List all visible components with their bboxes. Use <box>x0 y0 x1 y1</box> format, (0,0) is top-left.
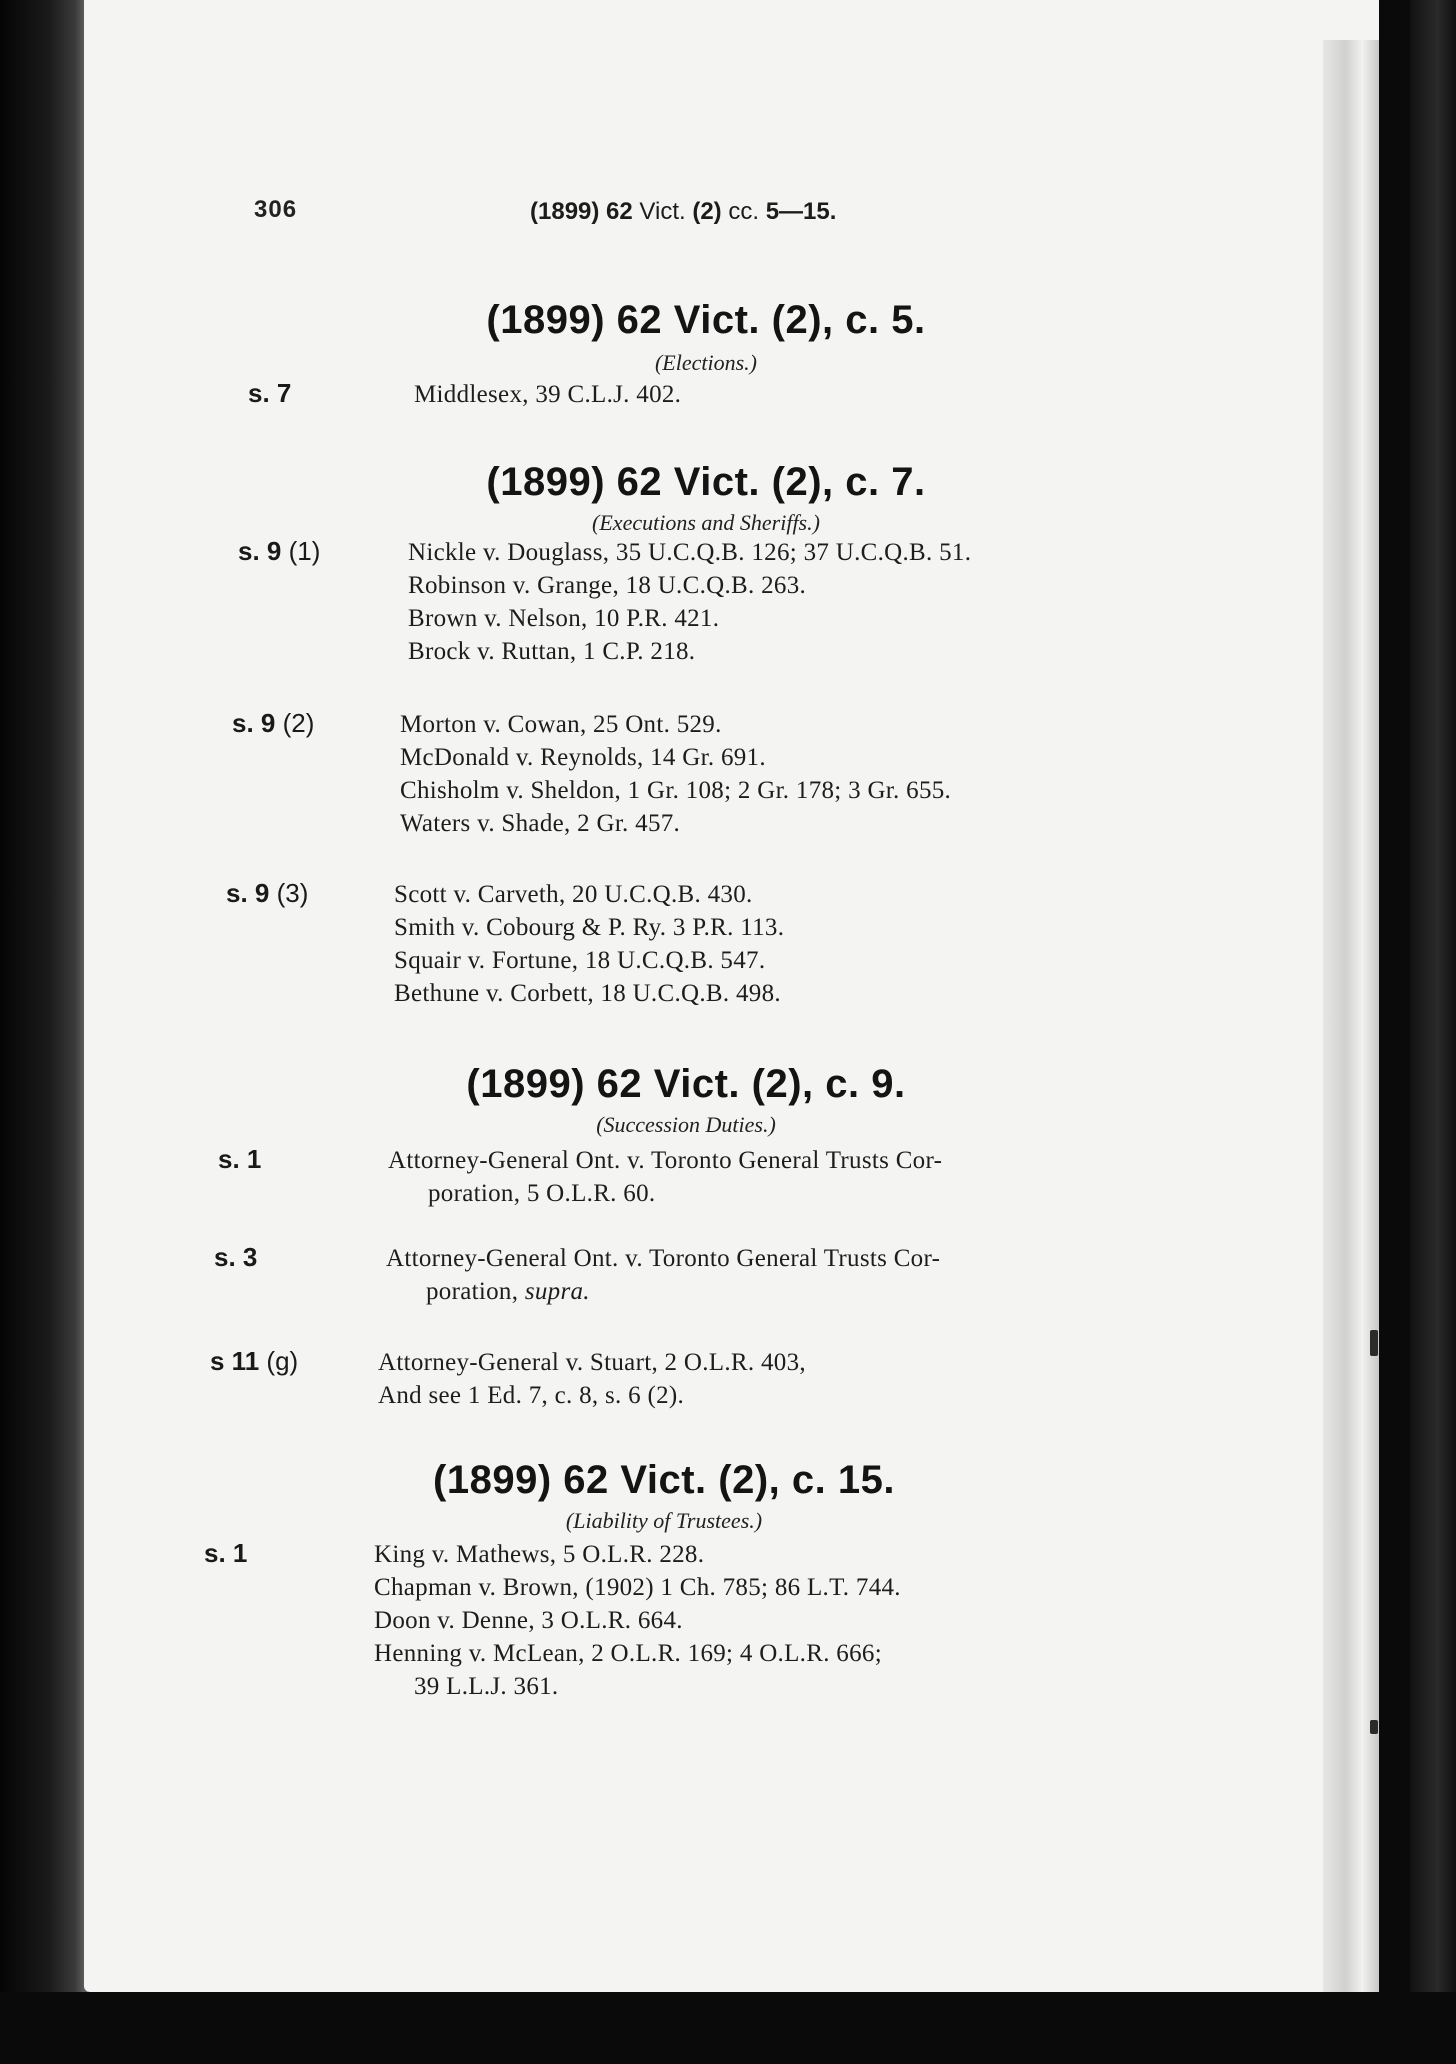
section-label: s 11 (g) <box>210 1346 299 1376</box>
citation: McDonald v. Reynolds, 14 Gr. 691. <box>400 744 766 771</box>
citation: Attorney-General Ont. v. Toronto General Trusts Cor- <box>386 1245 941 1272</box>
running-title-vict: Vict. <box>639 198 686 225</box>
citation: Brown v. Nelson, 10 P.R. 421. <box>408 605 720 632</box>
citation-continuation: poration, supra. <box>426 1278 590 1305</box>
citation: Henning v. McLean, 2 O.L.R. 169; 4 O.L.R. 666; <box>374 1640 882 1667</box>
book-gutter-left <box>0 0 88 2064</box>
citation: Bethune v. Corbett, 18 U.C.Q.B. 498. <box>394 980 781 1007</box>
citation: Smith v. Cobourg & P. Ry. 3 P.R. 113. <box>394 914 785 941</box>
citation: Nickle v. Douglass, 35 U.C.Q.B. 126; 37 U.C.Q.B. 51. <box>408 539 972 566</box>
citation: Squair v. Fortune, 18 U.C.Q.B. 547. <box>394 947 766 974</box>
running-title-year: (1899) <box>530 198 600 225</box>
section-label: s. 9 (3) <box>226 878 309 908</box>
act-heading: (1899) 62 Vict. (2), c. 15. <box>433 1458 895 1502</box>
citation: Robinson v. Grange, 18 U.C.Q.B. 263. <box>408 572 807 599</box>
section-label: s. 9 (2) <box>232 708 315 738</box>
citation: Chisholm v. Sheldon, 1 Gr. 108; 2 Gr. 178; 3 Gr. 655. <box>400 777 952 804</box>
page-mark <box>1370 1720 1378 1734</box>
section-label: s. 1 <box>204 1538 248 1568</box>
act-subject: (Elections.) <box>654 350 758 375</box>
citation-list <box>374 1538 901 1703</box>
citation: Waters v. Shade, 2 Gr. 457. <box>400 810 681 837</box>
citation: Morton v. Cowan, 25 Ont. 529. <box>400 711 722 738</box>
page-edge-shadow <box>1323 40 1379 1992</box>
citation-continuation: 39 L.L.J. 361. <box>414 1673 559 1700</box>
citation: Chapman v. Brown, (1902) 1 Ch. 785; 86 L.T. 744. <box>374 1574 901 1601</box>
scan-bottom-band <box>0 1992 1456 2064</box>
citation: Doon v. Denne, 3 O.L.R. 664. <box>374 1607 683 1634</box>
citation: Scott v. Carveth, 20 U.C.Q.B. 430. <box>394 881 753 908</box>
citation-continuation: poration, 5 O.L.R. 60. <box>428 1180 656 1207</box>
citation-list <box>386 1242 940 1308</box>
running-header <box>254 196 1014 236</box>
act-subject: (Succession Duties.) <box>596 1112 776 1137</box>
citation: Attorney-General v. Stuart, 2 O.L.R. 403, <box>378 1349 806 1376</box>
book-cover-edge <box>1410 0 1456 2064</box>
page-mark <box>1370 1330 1378 1356</box>
citation-list <box>400 708 951 840</box>
page-number: 306 <box>254 196 298 223</box>
citation: Attorney-General Ont. v. Toronto General Trusts Cor- <box>388 1147 943 1174</box>
citation: Brock v. Ruttan, 1 C.P. 218. <box>408 638 696 665</box>
citation: King v. Mathews, 5 O.L.R. 228. <box>374 1541 705 1568</box>
section-label: s. 3 <box>214 1242 258 1272</box>
running-title-num: (2) <box>692 198 722 225</box>
section-label: s. 9 (1) <box>238 536 321 566</box>
citation: And see 1 Ed. 7, c. 8, s. 6 (2). <box>378 1382 685 1409</box>
citation-list <box>414 378 681 411</box>
act-subject: (Executions and Sheriffs.) <box>592 510 820 535</box>
citation-list <box>388 1144 942 1210</box>
act-heading: (1899) 62 Vict. (2), c. 5. <box>486 298 926 342</box>
section-label: s. 1 <box>218 1144 262 1174</box>
supra-note: supra. <box>524 1278 590 1305</box>
running-title <box>530 198 836 226</box>
act-heading: (1899) 62 Vict. (2), c. 7. <box>486 460 926 504</box>
section-label: s. 7 <box>248 378 292 408</box>
act-heading: (1899) 62 Vict. (2), c. 9. <box>466 1062 906 1106</box>
running-title-cc: cc. <box>728 198 760 225</box>
act-subject: (Liability of Trustees.) <box>565 1508 763 1533</box>
running-title-vol: 62 <box>606 198 633 225</box>
running-title-range: 5—15. <box>765 198 837 225</box>
citation-list <box>378 1346 806 1412</box>
citation-list <box>394 878 784 1010</box>
citation: Middlesex, 39 C.L.J. 402. <box>414 381 682 408</box>
citation-list <box>408 536 971 668</box>
